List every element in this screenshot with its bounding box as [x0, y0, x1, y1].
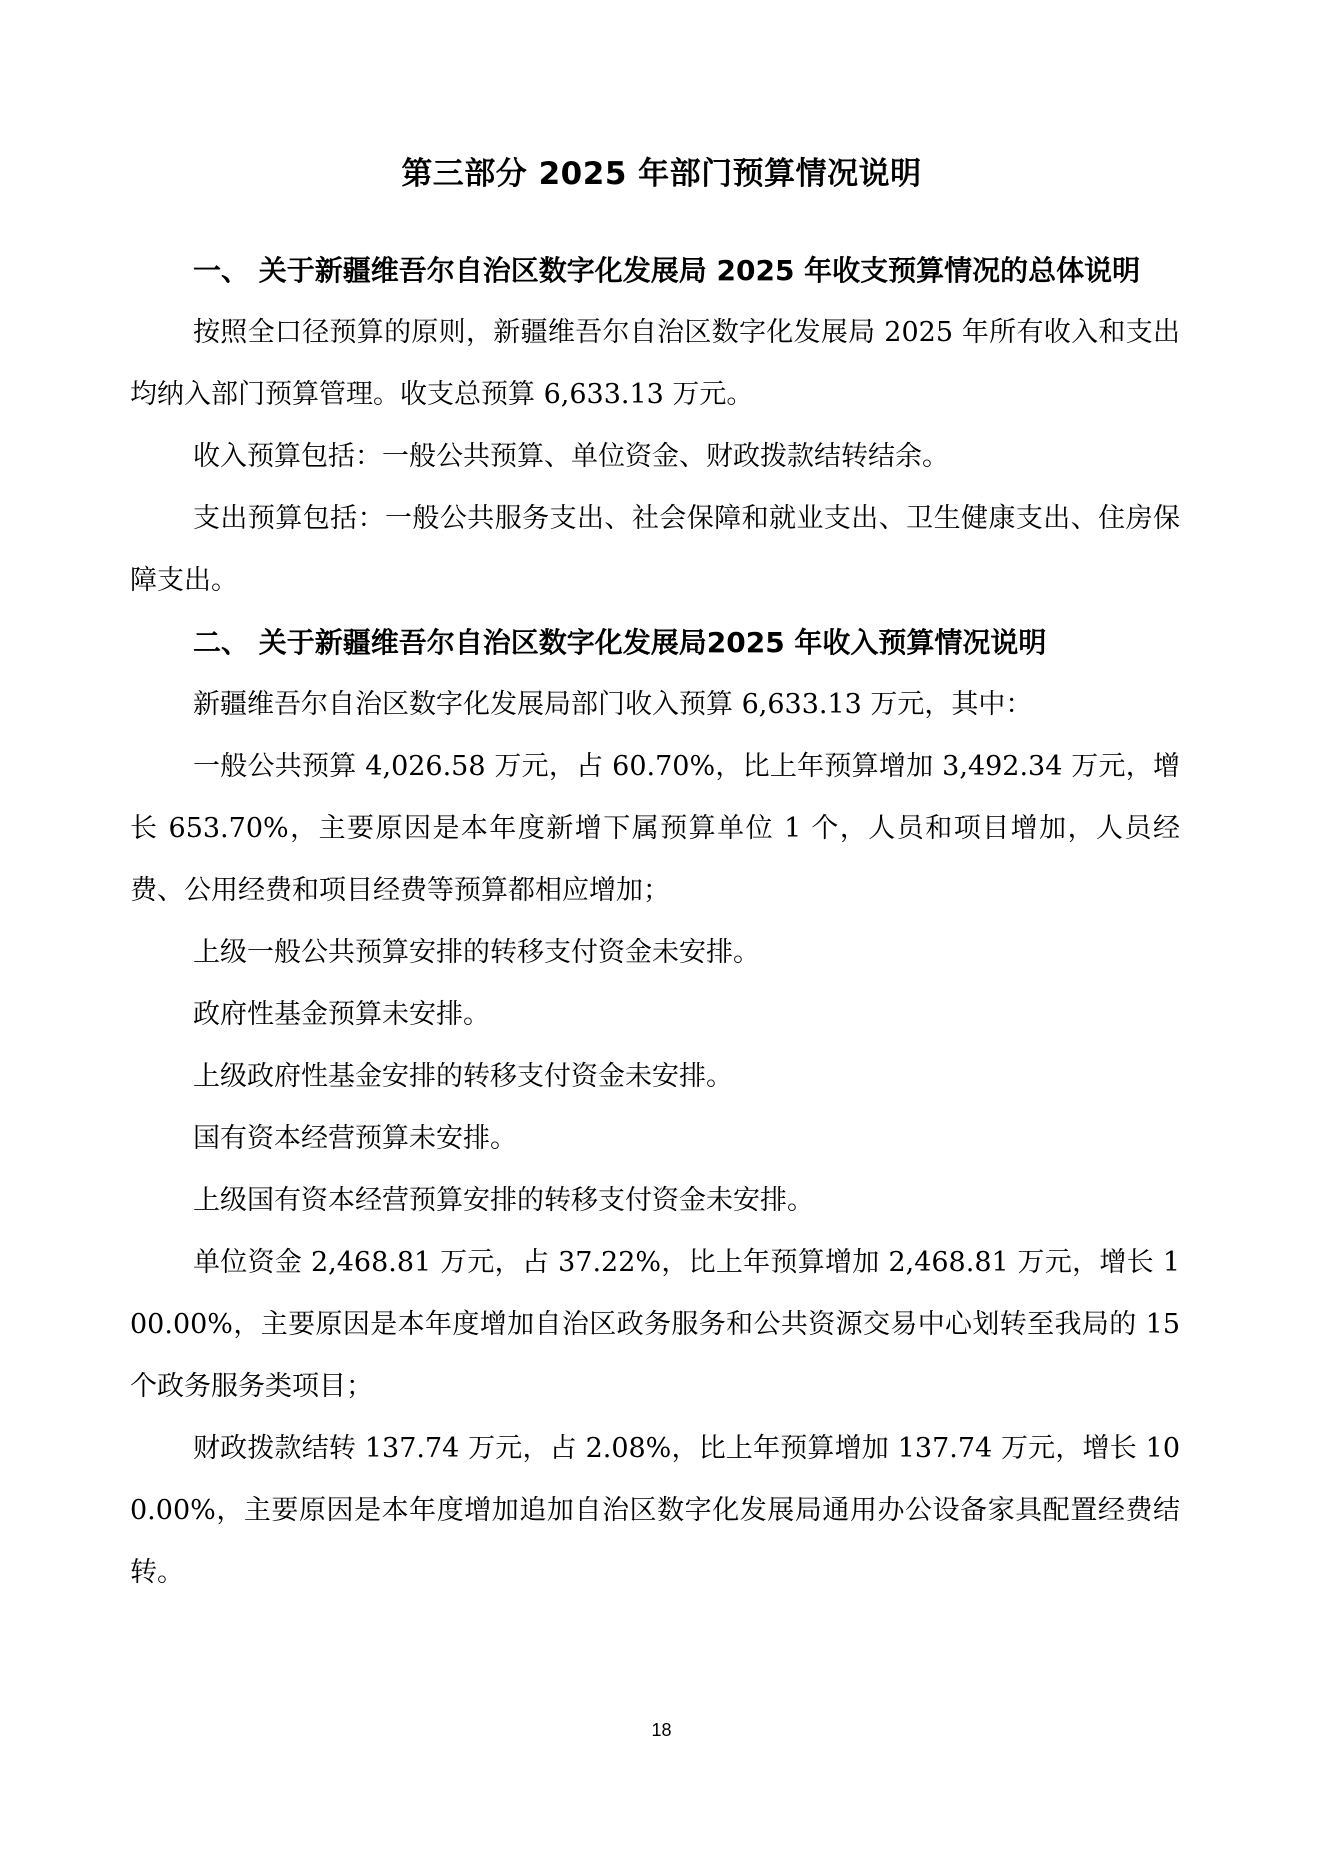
section-2-paragraph-5: 上级政府性基金安排的转移支付资金未安排。 — [193, 1061, 733, 1092]
section-1-heading: 一、 关于新疆维吾尔自治区数字化发展局 2025 年收支预算情况的总体说明 — [193, 254, 1141, 287]
document-body — [130, 240, 1180, 1604]
section-2-paragraph-7: 上级国有资本经营预算安排的转移支付资金未安排。 — [193, 1185, 814, 1216]
page-title: 第三部分 2025 年部门预算情况说明 — [401, 156, 922, 192]
section-2-paragraph-2: 一般公共预算 4,026.58 万元，占 60.70%，比上年预算增加 3,492.34 万元，增长 653.70%，主要原因是本年度新增下属预算单位 1 个，人员和项目增加，人员经费、公用经费和项目经费等预算都相应增加； — [130, 751, 1180, 906]
section-1-paragraph-2: 收入预算包括：一般公共预算、单位资金、财政拨款结转结余。 — [193, 441, 949, 472]
section-2-paragraph-6: 国有资本经营预算未安排。 — [193, 1123, 517, 1154]
section-1-paragraph-1: 按照全口径预算的原则，新疆维吾尔自治区数字化发展局 2025 年所有收入和支出均纳入部门预算管理。收支总预算 6,633.13 万元。 — [130, 317, 1180, 410]
section-1-paragraph-3: 支出预算包括：一般公共服务支出、社会保障和就业支出、卫生健康支出、住房保障支出。 — [130, 503, 1180, 596]
section-2-paragraph-3: 上级一般公共预算安排的转移支付资金未安排。 — [193, 937, 760, 968]
section-2-heading: 二、 关于新疆维吾尔自治区数字化发展局2025 年收入预算情况说明 — [193, 626, 1047, 659]
section-2-paragraph-8: 单位资金 2,468.81 万元，占 37.22%，比上年预算增加 2,468.81 万元，增长 100.00%，主要原因是本年度增加自治区政务服务和公共资源交易中心划转至我局的 15 个政务服务类项目； — [130, 1247, 1180, 1402]
section-2-paragraph-9: 财政拨款结转 137.74 万元，占 2.08%，比上年预算增加 137.74 万元，增长 100.00%，主要原因是本年度增加追加自治区数字化发展局通用办公设备家具配置经费结转。 — [130, 1433, 1180, 1588]
section-2-paragraph-4: 政府性基金预算未安排。 — [193, 999, 490, 1030]
section-2-paragraph-1: 新疆维吾尔自治区数字化发展局部门收入预算 6,633.13 万元，其中： — [193, 689, 1033, 720]
page-number: 18 — [651, 1720, 672, 1740]
